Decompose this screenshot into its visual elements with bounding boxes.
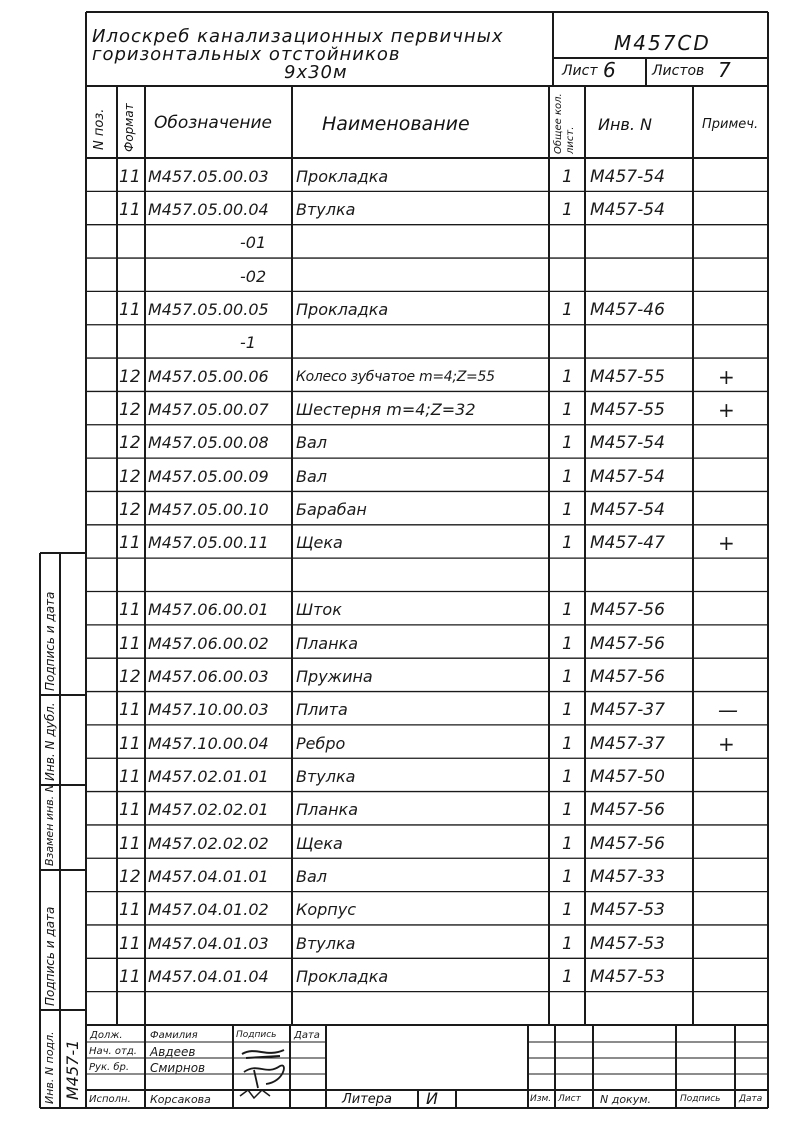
- row-note: +: [718, 364, 735, 389]
- row-qty: 1: [562, 966, 573, 987]
- column-header-qty: Общее кол. лист.: [553, 93, 576, 154]
- row-designation: М457.10.00.03: [148, 700, 269, 720]
- side-label-inv-podl-value: М457-1: [63, 1039, 82, 1100]
- row-format: 11: [119, 533, 141, 554]
- row-name: Шестерня m=4;Z=32: [296, 400, 476, 420]
- row-name: Втулка: [296, 200, 356, 220]
- side-label-sign-date-top: Подпись и дата: [43, 591, 57, 691]
- tb-litera-label: Литера: [342, 1092, 393, 1107]
- row-designation: М457.06.00.02: [148, 633, 269, 653]
- row-inv: М457-56: [590, 800, 665, 821]
- tb-rev-list: Лист: [558, 1094, 581, 1104]
- row-qty: 1: [562, 433, 573, 454]
- tb-litera-value: И: [426, 1089, 438, 1108]
- sheets-total: 7: [718, 58, 731, 82]
- row-qty: 1: [562, 366, 573, 387]
- row-format: 11: [119, 766, 141, 787]
- row-qty: 1: [562, 666, 573, 687]
- row-format: 12: [119, 366, 141, 387]
- document-title-line3: 9х30м: [284, 62, 348, 83]
- row-name: Прокладка: [296, 966, 389, 986]
- row-name: Корпус: [296, 900, 357, 920]
- tb-header-post: Долж.: [90, 1030, 123, 1041]
- row-format: 12: [119, 466, 141, 487]
- row-inv: М457-56: [590, 666, 665, 687]
- row-note: +: [718, 731, 735, 756]
- row-qty: 1: [562, 900, 573, 921]
- row-name: Ребро: [296, 733, 346, 753]
- row-designation: М457.02.01.01: [148, 766, 269, 786]
- row-designation: -1: [240, 333, 256, 353]
- row-format: 11: [119, 933, 141, 954]
- side-label-sign-date-bottom: Подпись и дата: [43, 906, 57, 1006]
- row-designation: М457.04.01.02: [148, 900, 269, 920]
- row-designation: М457.05.00.05: [148, 300, 269, 320]
- row-inv: М457-54: [590, 166, 665, 187]
- row-qty: 1: [562, 533, 573, 554]
- sheets-label: Листов: [652, 63, 705, 79]
- row-format: 11: [119, 733, 141, 754]
- tb-rev-date: Дата: [739, 1094, 763, 1104]
- row-name: Прокладка: [296, 300, 389, 320]
- row-inv: М457-46: [590, 300, 665, 321]
- column-header-pos: N поз.: [92, 108, 107, 150]
- column-header-inv: Инв. N: [598, 115, 652, 134]
- row-format: 11: [119, 966, 141, 987]
- row-designation: М457.05.00.06: [148, 366, 269, 386]
- row-qty: 1: [562, 500, 573, 521]
- row-inv: М457-37: [590, 733, 665, 754]
- tb-header-date: Дата: [294, 1030, 320, 1041]
- row-format: 12: [119, 500, 141, 521]
- row-designation: М457.05.00.08: [148, 433, 269, 453]
- row-inv: М457-53: [590, 900, 665, 921]
- column-header-name: Наименование: [322, 113, 470, 135]
- row-designation: М457.02.02.02: [148, 833, 269, 853]
- row-inv: М457-54: [590, 433, 665, 454]
- row-format: 11: [119, 200, 141, 221]
- row-note: +: [718, 531, 735, 556]
- row-qty: 1: [562, 933, 573, 954]
- tb-role-1: Нач. отд.: [89, 1046, 137, 1057]
- row-format: 12: [119, 666, 141, 687]
- row-name: Прокладка: [296, 166, 389, 186]
- row-designation: -01: [240, 233, 267, 253]
- sheet-label: Лист: [562, 63, 598, 79]
- row-inv: М457-33: [590, 866, 665, 887]
- row-format: 11: [119, 600, 141, 621]
- row-designation: М457.04.01.03: [148, 933, 269, 953]
- row-designation: М457.05.00.10: [148, 500, 269, 520]
- row-designation: -02: [240, 266, 267, 286]
- row-qty: 1: [562, 633, 573, 654]
- row-designation: М457.02.02.01: [148, 800, 269, 820]
- row-format: 11: [119, 300, 141, 321]
- row-format: 12: [119, 400, 141, 421]
- tb-surname-1: Авдеев: [150, 1045, 196, 1059]
- row-qty: 1: [562, 766, 573, 787]
- row-name: Планка: [296, 800, 358, 820]
- row-inv: М457-54: [590, 500, 665, 521]
- row-note: +: [718, 398, 735, 423]
- row-name: Барабан: [296, 500, 367, 520]
- row-format: 11: [119, 633, 141, 654]
- row-format: 11: [119, 700, 141, 721]
- row-qty: 1: [562, 700, 573, 721]
- side-label-inv-dubl: Инв. N дубл.: [43, 702, 57, 781]
- row-designation: М457.06.00.01: [148, 600, 269, 620]
- row-name: Щека: [296, 533, 343, 553]
- row-note: —: [718, 698, 738, 723]
- row-inv: М457-56: [590, 833, 665, 854]
- row-inv: М457-54: [590, 200, 665, 221]
- sheet-number: 6: [603, 58, 616, 82]
- row-name: Втулка: [296, 766, 356, 786]
- row-inv: М457-55: [590, 400, 665, 421]
- tb-rev-izm: Изм.: [530, 1094, 552, 1104]
- row-inv: М457-53: [590, 966, 665, 987]
- row-designation: М457.05.00.03: [148, 166, 269, 186]
- tb-header-signature: Подпись: [236, 1030, 277, 1040]
- row-qty: 1: [562, 400, 573, 421]
- row-inv: М457-53: [590, 933, 665, 954]
- row-qty: 1: [562, 200, 573, 221]
- row-qty: 1: [562, 733, 573, 754]
- row-format: 11: [119, 900, 141, 921]
- row-name: Пружина: [296, 666, 373, 686]
- row-inv: М457-56: [590, 633, 665, 654]
- row-inv: М457-47: [590, 533, 665, 554]
- row-designation: М457.04.01.04: [148, 966, 269, 986]
- row-name: Вал: [296, 466, 328, 486]
- column-header-designation: Обозначение: [154, 113, 272, 133]
- tb-rev-doc: N докум.: [600, 1093, 652, 1106]
- row-name: Вал: [296, 866, 328, 886]
- row-qty: 1: [562, 800, 573, 821]
- tb-surname-2: Смирнов: [150, 1061, 206, 1075]
- row-designation: М457.05.00.04: [148, 200, 269, 220]
- document-title-line1: Илоскреб канализационных первичных: [92, 26, 504, 47]
- row-name: Планка: [296, 633, 358, 653]
- tb-rev-sign: Подпись: [680, 1094, 721, 1104]
- row-qty: 1: [562, 466, 573, 487]
- row-name: Втулка: [296, 933, 356, 953]
- row-qty: 1: [562, 166, 573, 187]
- tb-role-2: Рук. бр.: [89, 1062, 130, 1073]
- row-designation: М457.04.01.01: [148, 866, 269, 886]
- row-format: 11: [119, 166, 141, 187]
- column-header-format: Формат: [122, 103, 136, 152]
- row-qty: 1: [562, 600, 573, 621]
- row-designation: М457.10.00.04: [148, 733, 269, 753]
- document-title-line2: горизонтальных отстойников: [92, 44, 401, 65]
- row-designation: М457.05.00.07: [148, 400, 269, 420]
- row-format: 11: [119, 833, 141, 854]
- signature-scribble: [236, 1040, 326, 1110]
- row-designation: М457.05.00.11: [148, 533, 269, 553]
- row-designation: М457.06.00.03: [148, 666, 269, 686]
- tb-header-surname: Фамилия: [150, 1030, 198, 1041]
- row-inv: М457-50: [590, 766, 665, 787]
- row-inv: М457-56: [590, 600, 665, 621]
- row-inv: М457-54: [590, 466, 665, 487]
- row-qty: 1: [562, 300, 573, 321]
- row-name: Плита: [296, 700, 348, 720]
- row-name: Колесо зубчатое m=4;Z=55: [296, 368, 495, 385]
- row-format: 12: [119, 433, 141, 454]
- row-format: 11: [119, 800, 141, 821]
- document-code: М457СD: [614, 31, 711, 55]
- row-format: 12: [119, 866, 141, 887]
- side-label-inv-podl: Инв. N подл.: [43, 1031, 56, 1104]
- tb-surname-3: Корсакова: [150, 1093, 211, 1106]
- row-designation: М457.05.00.09: [148, 466, 269, 486]
- row-qty: 1: [562, 833, 573, 854]
- side-label-vzamen: Взамен инв. N: [43, 784, 56, 866]
- row-inv: М457-37: [590, 700, 665, 721]
- row-qty: 1: [562, 866, 573, 887]
- row-name: Шток: [296, 600, 342, 620]
- row-name: Вал: [296, 433, 328, 453]
- tb-role-3: Исполн.: [89, 1094, 131, 1105]
- column-header-note: Примеч.: [702, 117, 759, 132]
- row-inv: М457-55: [590, 366, 665, 387]
- row-name: Щека: [296, 833, 343, 853]
